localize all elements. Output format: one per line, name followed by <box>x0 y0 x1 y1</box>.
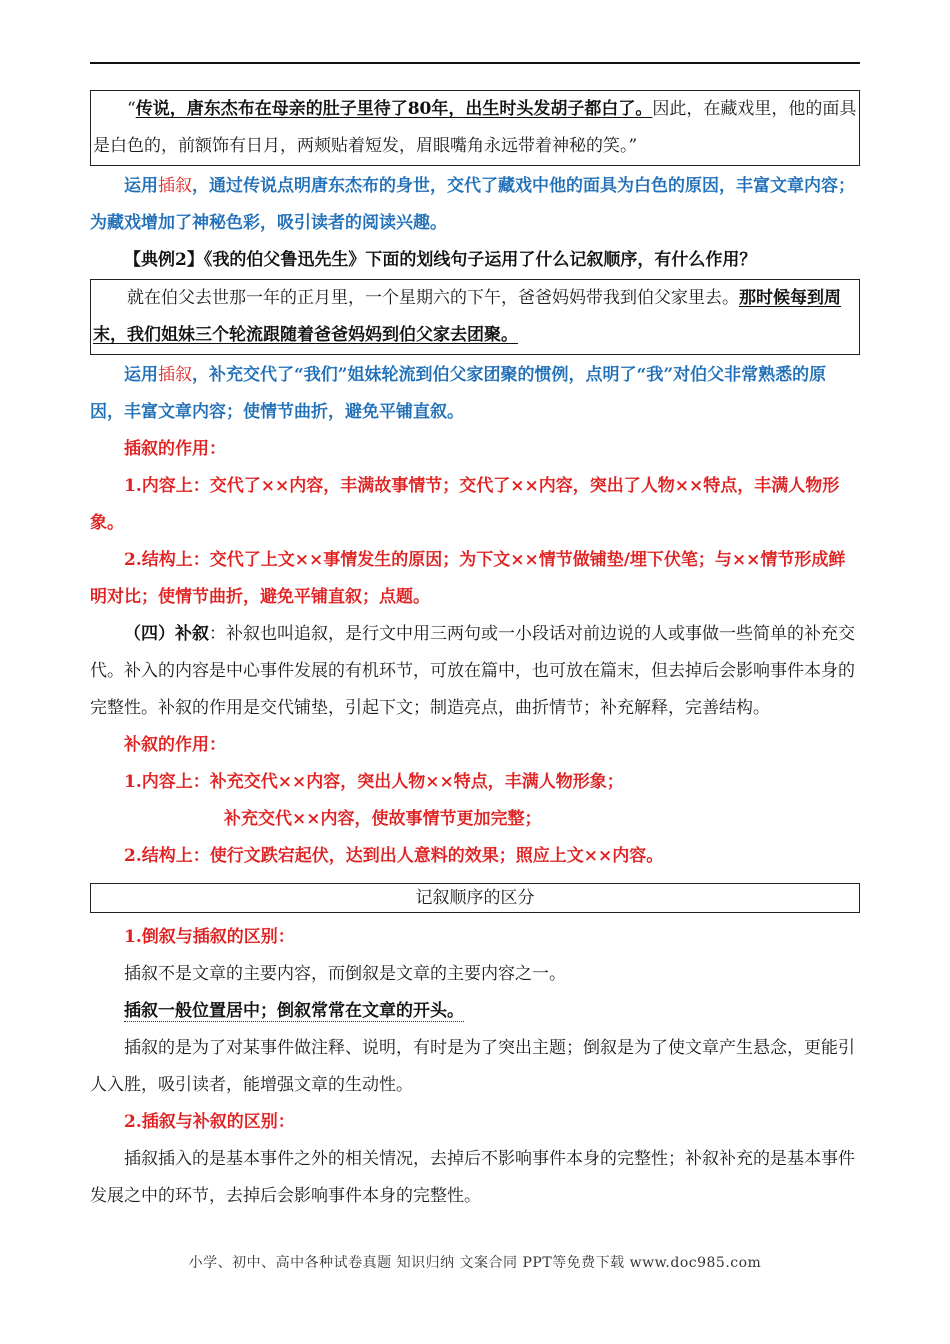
header-rule <box>90 62 860 64</box>
supplement-role-title: 补叙的作用： <box>124 735 226 755</box>
quote-box-2 <box>90 279 860 355</box>
quote-paragraph-1 <box>93 91 857 165</box>
quote-paragraph-2 <box>93 280 857 354</box>
distinction-sub-1-p2-wrap <box>90 993 860 1030</box>
supplement-label: （四）补叙 <box>124 624 209 644</box>
analysis-2-keyword: 插叙 <box>158 365 192 385</box>
quote-underlined-sentence: 传说，唐东杰布在母亲的肚子里待了80年，出生时头发胡子都白了。 <box>135 99 653 119</box>
quote-box-1 <box>90 90 860 166</box>
quote-open-mark: “ <box>127 99 136 119</box>
analysis-1-rest: ，通过传说点明唐东杰布的身世，交代了藏戏中他的面具为白色的原因，丰富文章内容；为藏戏增加了神秘色彩，吸引读者的阅读兴趣。 <box>90 176 855 233</box>
analysis-2-prefix: 运用 <box>124 365 158 385</box>
analysis-1 <box>90 168 860 242</box>
insert-role-title: 插叙的作用： <box>124 439 226 459</box>
analysis-1-keyword: 插叙 <box>158 176 192 196</box>
analysis-2 <box>90 357 860 431</box>
distinction-sub-2-p1: 插叙插入的是基本事件之外的相关情况，去掉后不影响事件本身的完整性；补叙补充的是基本事件发展之中的环节，去掉后会影响事件本身的完整性。 <box>90 1149 855 1206</box>
example-2-heading: 【典例2】《我的伯父鲁迅先生》下面的划线句子运用了什么记叙顺序，有什么作用？ <box>124 250 757 270</box>
passage-plain: 就在伯父去世那一年的正月里，一个星期六的下午，爸爸妈妈带我到伯父家里去。 <box>127 288 739 308</box>
supplement-role-item-1: 1.内容上：补充交代××内容，突出人物××特点，丰满人物形象； <box>124 772 624 792</box>
distinction-sub-2-title: 2.插叙与补叙的区别： <box>124 1112 295 1132</box>
supplement-role-item-1b: 补充交代××内容，使故事情节更加完整； <box>224 809 542 829</box>
supplement-paragraph <box>90 616 860 727</box>
supplement-role-item-2: 2.结构上：使行文跌宕起伏，达到出人意料的效果；照应上文××内容。 <box>124 846 664 866</box>
passage-underlined: 那时候每到周末，我们姐妹三个轮流跟随着爸爸妈妈到伯父家去团聚。 <box>93 288 841 345</box>
analysis-1-prefix: 运用 <box>124 176 158 196</box>
distinction-sub-1-p1: 插叙不是文章的主要内容，而倒叙是文章的主要内容之一。 <box>124 964 566 984</box>
distinction-sub-1-p3: 插叙的是为了对某事件做注释、说明，有时是为了突出主题；倒叙是为了使文章产生悬念，更能引人入胜，吸引读者，能增强文章的生动性。 <box>90 1038 855 1095</box>
insert-role-item-1: 1.内容上：交代了××内容，丰满故事情节；交代了××内容，突出了人物××特点，丰满人物形象。 <box>90 476 840 533</box>
insert-role-item-2: 2.结构上：交代了上文××事情发生的原因；为下文××情节做铺垫/埋下伏笔；与××情节形成鲜明对比；使情节曲折，避免平铺直叙；点题。 <box>90 550 846 607</box>
distinction-sub-1-p2: 插叙一般位置居中；倒叙常常在文章的开头。 <box>124 1001 464 1021</box>
distinction-sub-1-title: 1.倒叙与插叙的区别： <box>124 927 295 947</box>
analysis-2-rest: ，补充交代了“我们”姐妹轮流到伯父家团聚的惯例，点明了“我”对伯父非常熟悉的原因，丰富文章内容；使情节曲折，避免平铺直叙。 <box>90 365 827 422</box>
quote-rest: 因此，在藏戏里，他的面具是白色的，前额饰有日月，两颊贴着短发，眉眼嘴角永远带着神秘的笑。” <box>93 99 857 156</box>
document-body <box>90 90 860 1215</box>
footer: 小学、初中、高中各种试卷真题 知识归纳 文案合同 PPT等免费下载 www.doc985.com <box>188 1255 762 1271</box>
supplement-text: ：补叙也叫追叙，是行文中用三两句或一小段话对前边说的人或事做一些简单的补充交代。补入的内容是中心事件发展的有机环节，可放在篇中，也可放在篇末，但去掉后会影响事件本身的完整性。补叙的作用是交代铺垫，引起下文；制造亮点，曲折情节；补充解释，完善结构。 <box>90 624 855 718</box>
distinction-table-title: 记叙顺序的区分 <box>90 883 860 913</box>
